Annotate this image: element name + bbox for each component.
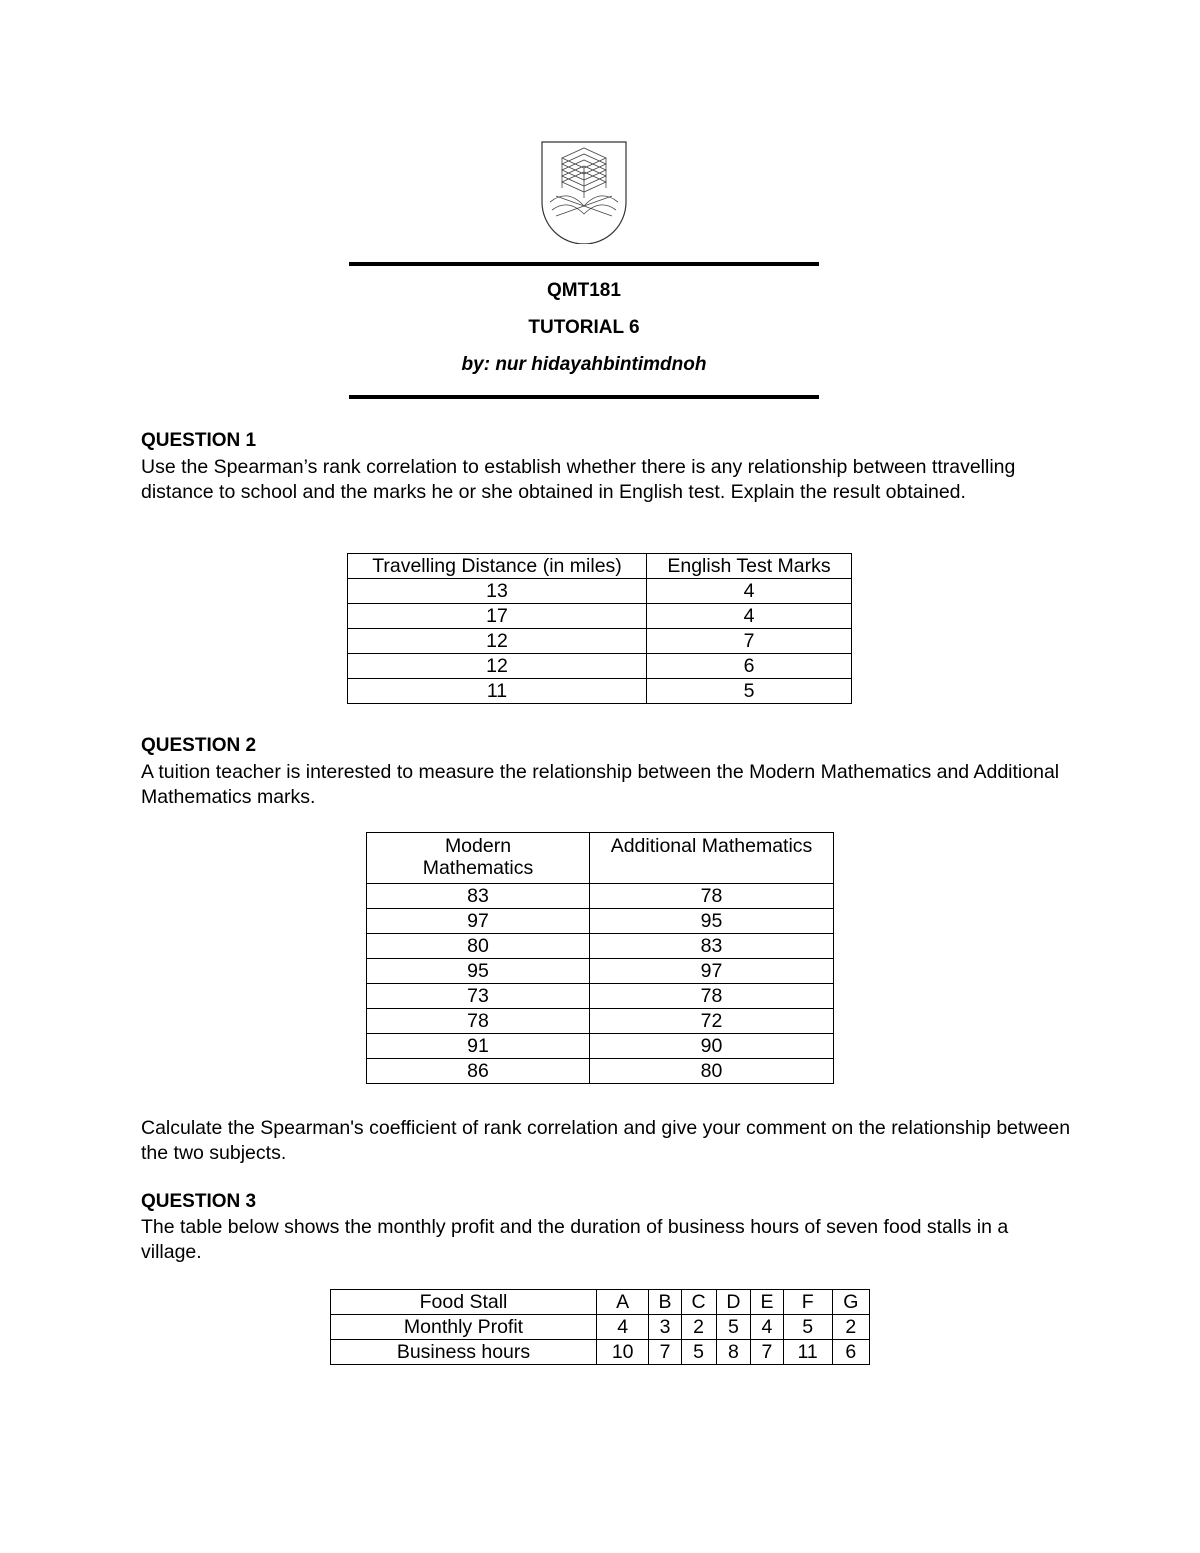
table-cell: 83 <box>367 884 590 909</box>
table-row <box>367 909 834 934</box>
table-cell: 7 <box>751 1340 783 1365</box>
table-cell: 86 <box>367 1059 590 1084</box>
table-cell: 95 <box>367 959 590 984</box>
row-label: Business hours <box>331 1340 597 1365</box>
table-cell: 7 <box>647 629 852 654</box>
table-cell: 6 <box>647 654 852 679</box>
university-logo <box>538 140 630 244</box>
table-cell: 5 <box>716 1315 751 1340</box>
table-header: Travelling Distance (in miles) <box>348 554 647 579</box>
table-cell: 6 <box>832 1340 869 1365</box>
table-cell: 78 <box>367 1009 590 1034</box>
table-cell: 80 <box>590 1059 834 1084</box>
table-cell: 5 <box>681 1340 716 1365</box>
table-row <box>331 1340 870 1365</box>
table-row <box>367 959 834 984</box>
table-cell: 97 <box>367 909 590 934</box>
question-2-followup: Calculate the Spearman's coefficient of rank correlation and give your comment on the relationship between the two subjects. <box>141 1117 1071 1164</box>
table-cell: A <box>597 1290 649 1315</box>
table-cell: 11 <box>348 679 647 704</box>
row-label: Monthly Profit <box>331 1315 597 1340</box>
table-cell: 10 <box>597 1340 649 1365</box>
table-cell: 73 <box>367 984 590 1009</box>
question-3-table <box>330 1289 870 1365</box>
table-row <box>331 1315 870 1340</box>
table-cell: E <box>751 1290 783 1315</box>
question-3-text: The table below shows the monthly profit and the duration of business hours of seven food stalls in a village. <box>141 1216 1009 1263</box>
table-row <box>367 1034 834 1059</box>
table-row <box>348 579 852 604</box>
author-line: by: nur hidayahbintimdnoh <box>461 354 707 375</box>
table-cell: 5 <box>647 679 852 704</box>
table-header: Additional Mathematics <box>590 833 834 884</box>
table-cell: G <box>832 1290 869 1315</box>
header-bottom-rule <box>349 395 819 399</box>
table-cell: C <box>681 1290 716 1315</box>
table-cell: 3 <box>649 1315 681 1340</box>
table-cell: D <box>716 1290 751 1315</box>
table-cell: F <box>783 1290 832 1315</box>
table-row <box>348 629 852 654</box>
table-row <box>348 654 852 679</box>
table-row <box>367 884 834 909</box>
question-1-text: Use the Spearman’s rank correlation to establish whether there is any relationship between ttravelling distance to school and the marks he or she obtained in English test. Explain the result obtained. <box>141 456 1016 503</box>
table-row <box>367 934 834 959</box>
table-cell: 13 <box>348 579 647 604</box>
table-header-label: Modern Mathematics <box>422 835 534 879</box>
table-cell: 4 <box>751 1315 783 1340</box>
table-cell: 4 <box>647 604 852 629</box>
table-cell: 80 <box>367 934 590 959</box>
question-3-title: QUESTION 3 <box>141 1191 257 1212</box>
table-cell: 8 <box>716 1340 751 1365</box>
question-1-title: QUESTION 1 <box>141 430 257 451</box>
table-row <box>367 1009 834 1034</box>
table-cell: 72 <box>590 1009 834 1034</box>
table-cell: 5 <box>783 1315 832 1340</box>
header-top-rule <box>349 262 819 266</box>
question-2-table <box>366 832 834 1084</box>
table-row <box>331 1290 870 1315</box>
question-2-title: QUESTION 2 <box>141 735 257 756</box>
table-cell: 17 <box>348 604 647 629</box>
table-cell: 11 <box>783 1340 832 1365</box>
table-cell: 83 <box>590 934 834 959</box>
course-code: QMT181 <box>547 280 621 301</box>
table-cell: 97 <box>590 959 834 984</box>
table-cell: 90 <box>590 1034 834 1059</box>
table-cell: 12 <box>348 629 647 654</box>
table-row <box>367 984 834 1009</box>
table-cell: 78 <box>590 884 834 909</box>
row-label: Food Stall <box>331 1290 597 1315</box>
table-row <box>348 679 852 704</box>
table-cell: 78 <box>590 984 834 1009</box>
table-cell: 12 <box>348 654 647 679</box>
table-cell: 95 <box>590 909 834 934</box>
tutorial-title: TUTORIAL 6 <box>528 317 640 338</box>
table-row <box>348 604 852 629</box>
table-header: English Test Marks <box>647 554 852 579</box>
table-cell: B <box>649 1290 681 1315</box>
table-cell: 91 <box>367 1034 590 1059</box>
table-cell: 2 <box>832 1315 869 1340</box>
table-row <box>367 1059 834 1084</box>
table-header <box>367 833 590 884</box>
question-1-table <box>347 553 852 704</box>
table-cell: 4 <box>597 1315 649 1340</box>
table-cell: 4 <box>647 579 852 604</box>
question-2-text: A tuition teacher is interested to measure the relationship between the Modern Mathematics and Additional Mathematics marks. <box>141 761 1060 808</box>
table-cell: 7 <box>649 1340 681 1365</box>
table-cell: 2 <box>681 1315 716 1340</box>
